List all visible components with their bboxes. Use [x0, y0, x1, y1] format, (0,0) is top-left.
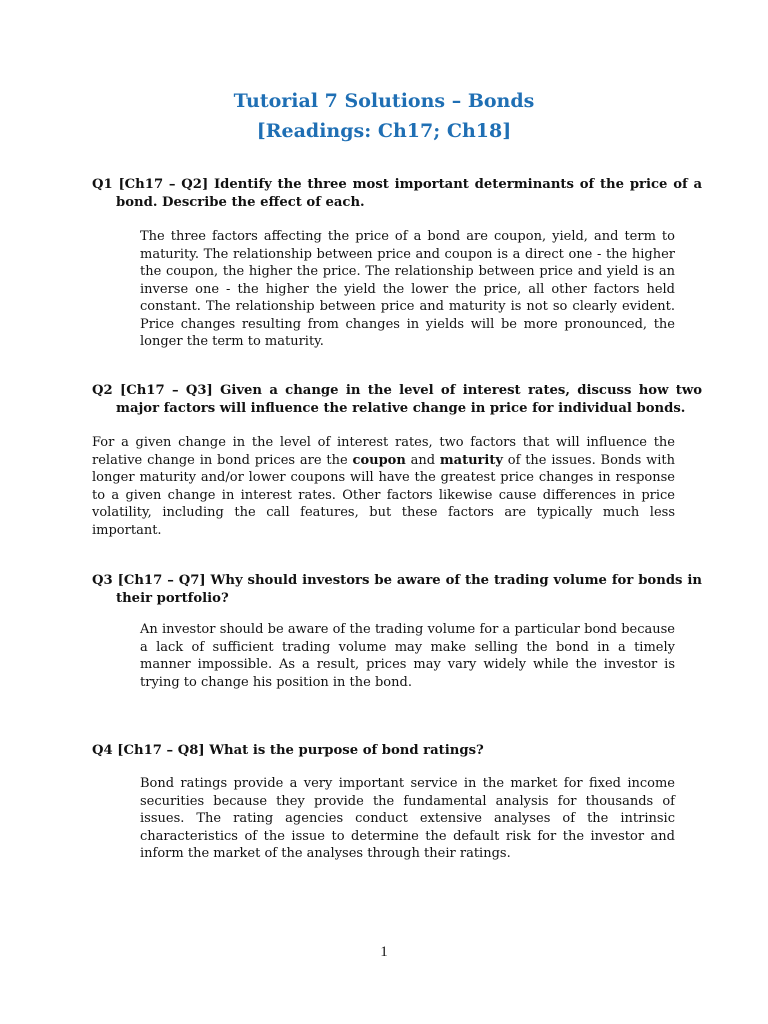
question-4: Q4 [Ch17 – Q8] What is the purpose of bond ratings?: [92, 743, 484, 758]
page-title: Tutorial 7 Solutions – Bonds: [233, 90, 535, 112]
answer-4: Bond ratings provide a very important service in the market for fixed income securities because they provide the fundamental analysis for thousands of issues. The rating agencies conduct extensive analyses of the intrinsic characteristics of the issue to determine the default risk for the investor and inform the market of the analyses through their ratings.: [140, 776, 675, 861]
answer-2-maturity: maturity: [439, 452, 503, 468]
readings-subtitle: [Readings: Ch17; Ch18]: [256, 120, 512, 142]
answer-2-text-b: and: [405, 452, 440, 468]
answer-3: An investor should be aware of the trading volume for a particular bond because a lack of sufficient trading volume may make selling the bond in a timely manner impossible. As a result, prices may vary widely while the investor is trying to change his position in the bond.: [140, 622, 675, 690]
page-number: 1: [380, 944, 388, 960]
question-2: Q2 [Ch17 – Q3] Given a change in the level of interest rates, discuss how two major factors will influence the relative change in price for individual bonds.: [92, 383, 702, 416]
question-3: Q3 [Ch17 – Q7] Why should investors be aware of the trading volume for bonds in their portfolio?: [92, 573, 702, 606]
answer-2: [92, 434, 675, 539]
answer-2-text-c: of the issues. Bonds with longer maturity and/or lower coupons will have the greatest price changes in response to a given change in interest rates. Other factors likewise cause differences in price volatility, including the call features, but these factors are typically much less important.: [92, 452, 675, 538]
answer-2-coupon: coupon: [352, 452, 406, 468]
answer-1: The three factors affecting the price of a bond are coupon, yield, and term to maturity. The relationship between price and coupon is a direct one - the higher the coupon, the higher the price. The relationship between price and yield is an inverse one - the higher the yield the lower the price, all other factors held constant. The relationship between price and maturity is not so clearly evident. Price changes resulting from changes in yields will be more pronounced, the longer the term to maturity.: [140, 229, 675, 349]
question-1: Q1 [Ch17 – Q2] Identify the three most important determinants of the price of a bond. Describe the effect of each.: [92, 177, 702, 210]
answer-2-text-a: For a given change in the level of interest rates, two factors that will influence the relative change in bond prices are the: [92, 435, 675, 468]
